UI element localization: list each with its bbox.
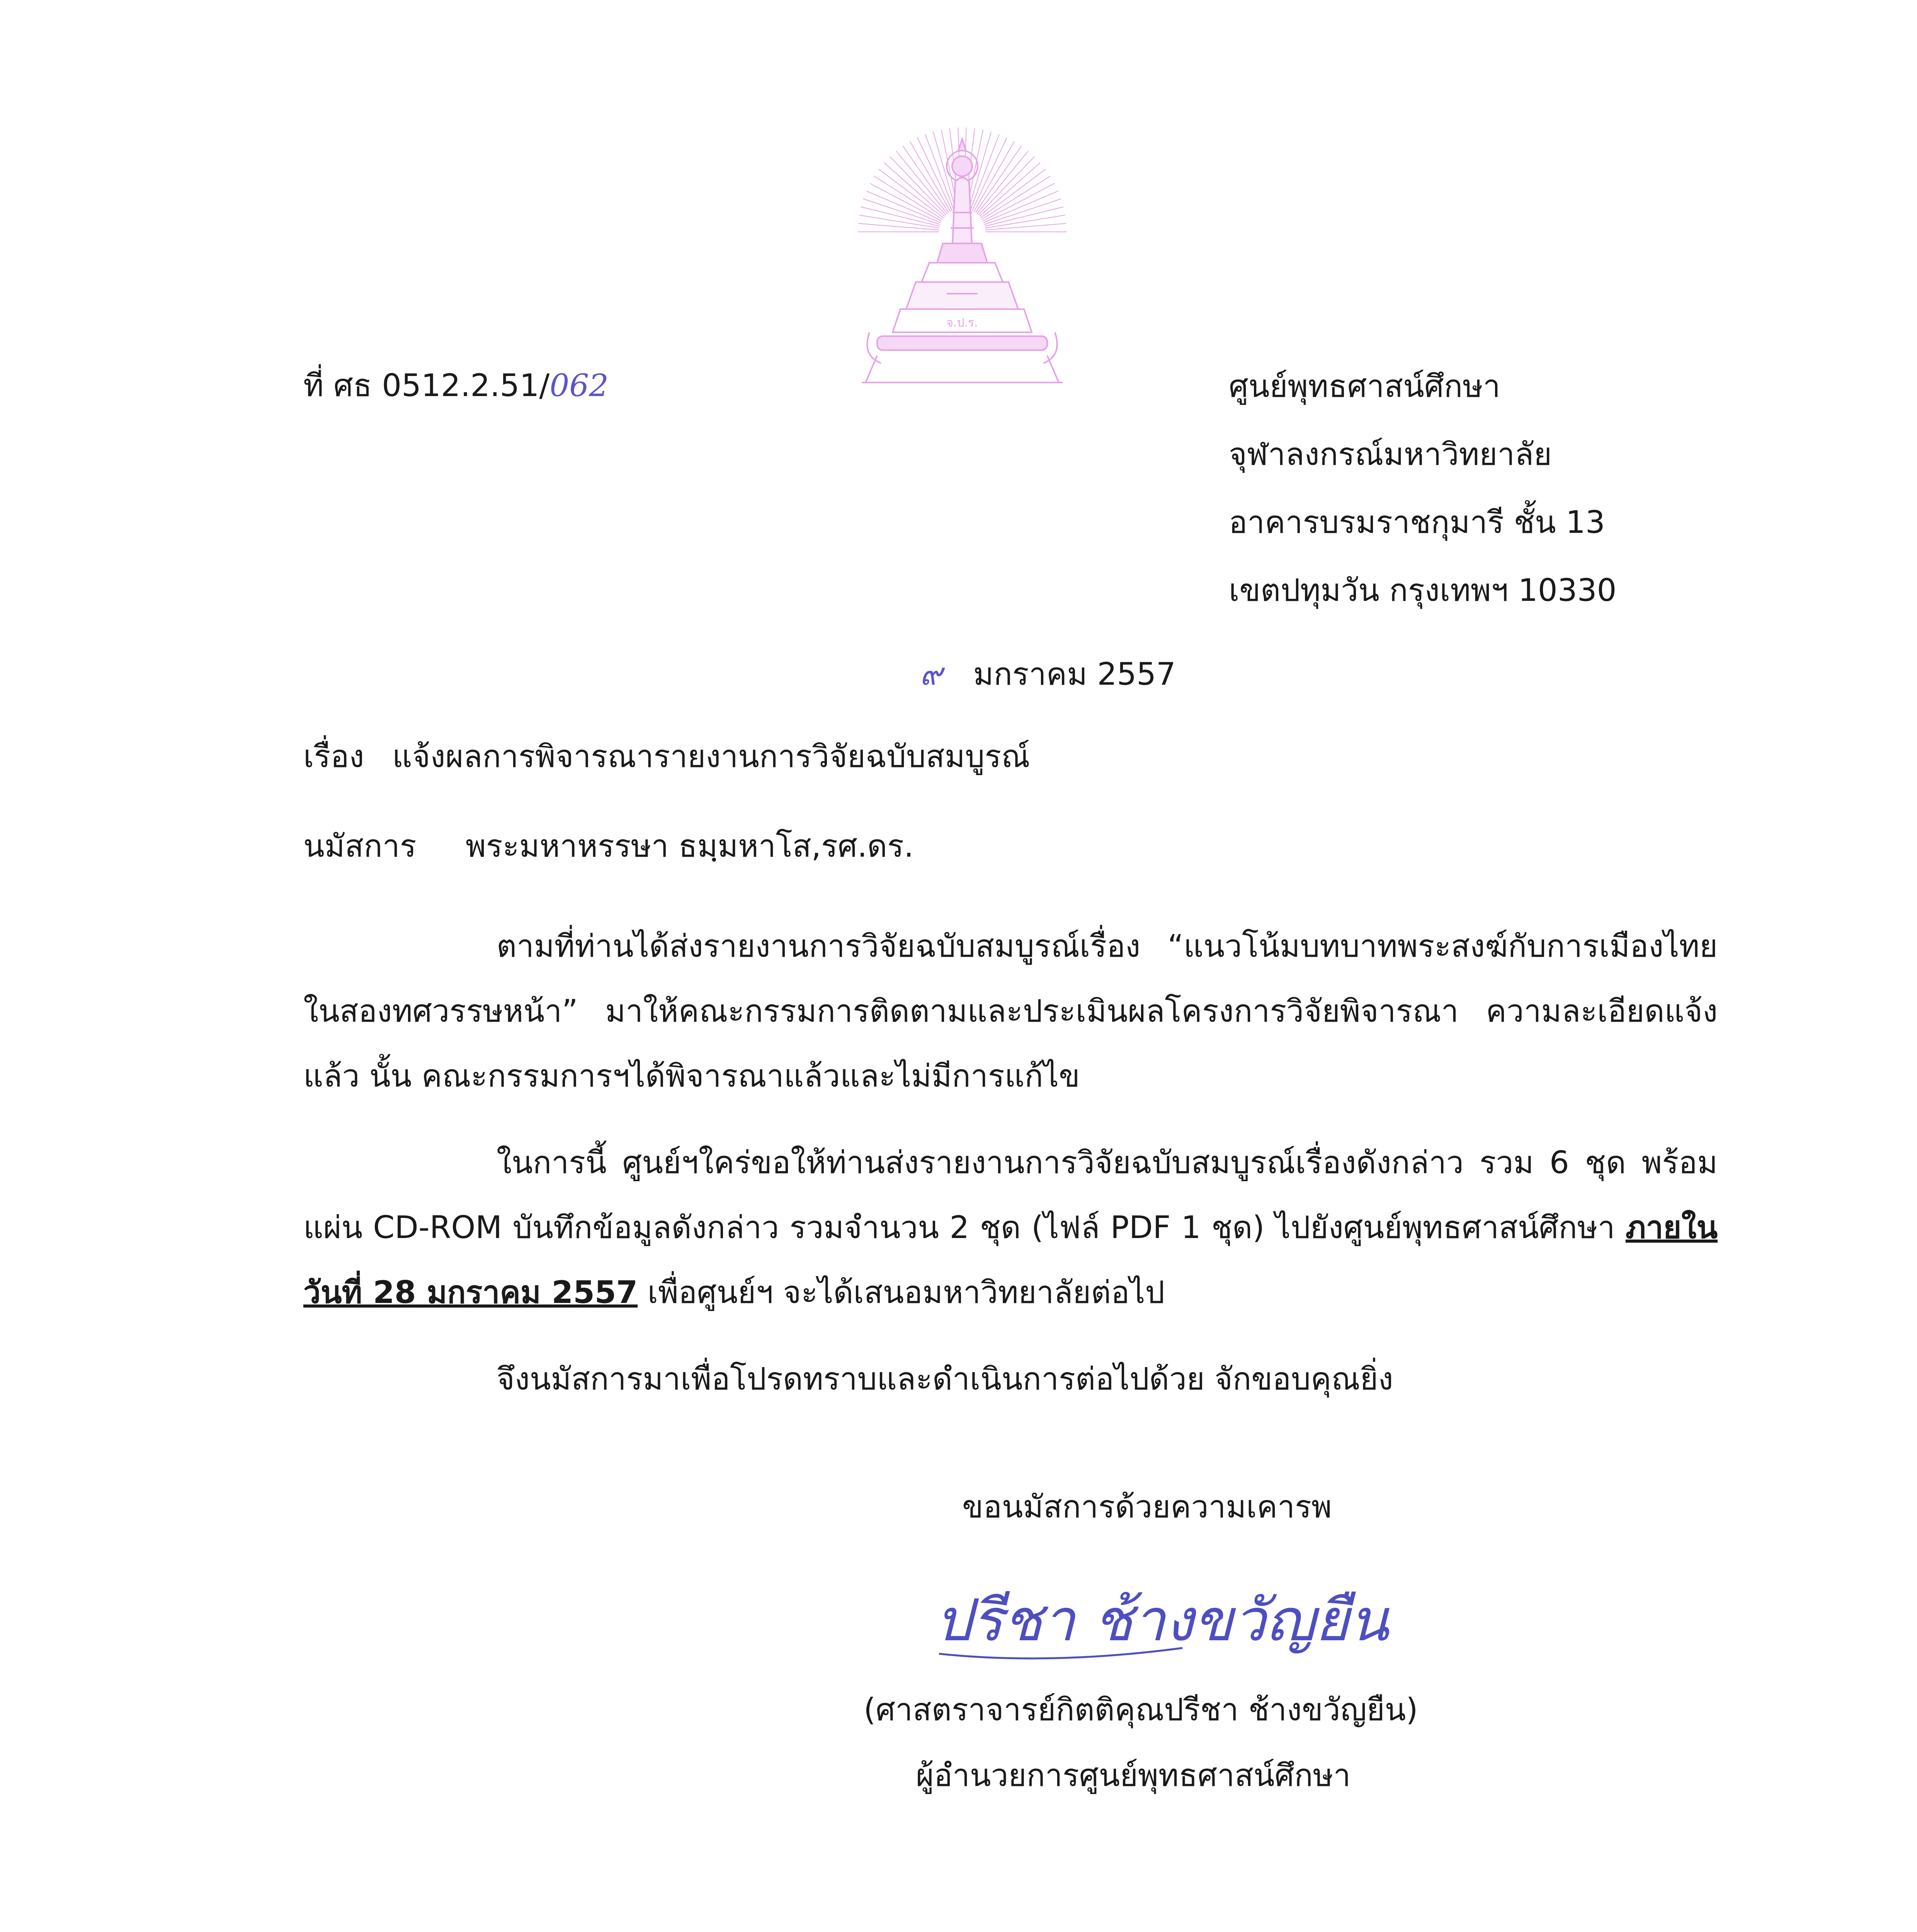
address-line-1: ศูนย์พุทธศาสน์ศึกษา: [1229, 368, 1500, 404]
reference-number-printed: ที่ ศธ 0512.2.51/: [303, 367, 550, 403]
reference-number-handwritten: 062: [549, 367, 609, 403]
salutation-label: นมัสการ: [303, 828, 417, 864]
sender-address: [1229, 368, 1617, 608]
seal-ray: [884, 163, 945, 216]
deadline-text: ภายในวันที่ 28 มกราคม 2557: [303, 1209, 1718, 1310]
salutation-text: พระมหาหรรษา ธมฺมหาโส,รศ.ดร.: [466, 828, 914, 864]
address-line-2: จุฬาลงกรณ์มหาวิทยาลัย: [1229, 436, 1552, 472]
subject-text: แจ้งผลการพิจารณารายงานการวิจัยฉบับสมบูรณ์: [392, 738, 1030, 774]
seal-ray: [896, 151, 947, 214]
date-day-handwritten: ๙: [920, 656, 942, 692]
seal-ray: [980, 163, 1040, 216]
letter-date: [920, 656, 1176, 692]
address-line-4: เขตปทุมวัน กรุงเทพฯ 10330: [1229, 572, 1617, 608]
signature-image: [935, 1561, 1407, 1673]
address-line-3: อาคารบรมราชกุมารี ชั้น 13: [1229, 504, 1605, 540]
paragraph-2-text: ในการนี้ ศูนย์ฯใคร่ขอให้ท่านส่งรายงานการวิจัยฉบับสมบูรณ์เรื่องดังกล่าว รวม 6 ชุด พร้อมแผ่น CD-ROM บันทึกข้อมูลดังกล่าว รวมจำนวน 2 ชุด (ไฟล์ PDF 1 ชุด) ไปยังศูนย์พุทธศาสน์ศึกษา: [303, 1145, 1718, 1245]
body-paragraph-2: [303, 1130, 1718, 1325]
seal-ray: [985, 223, 1066, 230]
seal-ray: [984, 199, 1061, 224]
seal-ray: [910, 141, 951, 212]
subject-label: เรื่อง: [303, 738, 364, 774]
date-month-year: มกราคม 2557: [973, 656, 1176, 692]
seal-ray: [977, 151, 1028, 214]
paragraph-2-end: เพื่อศูนย์ฯ จะได้เสนอมหาวิทยาลัยต่อไป: [647, 1274, 1165, 1310]
university-seal-icon: [854, 116, 1070, 394]
paragraph-3-text: จึงนมัสการมาเพื่อโปรดทราบและดำเนินการต่อไปด้วย จักขอบคุณยิ่ง: [497, 1361, 1393, 1397]
seal-ray: [858, 223, 939, 230]
seal-ray: [978, 156, 1034, 215]
body-paragraph-1: [303, 914, 1718, 1109]
seal-ray: [863, 199, 940, 224]
closing-text: ขอนมัสการด้วยความเคารพ: [962, 1489, 1332, 1525]
signature-text: ปรีชา ช้างขวัญยืน: [935, 1587, 1389, 1654]
seal-ray: [974, 141, 1014, 212]
reference-number: [303, 367, 609, 403]
body-paragraph-3: [303, 1347, 1718, 1412]
salutation-line: [303, 828, 914, 864]
signer-name: (ศาสตราจารย์กิตติคุณปรีชา ช้างขวัญยืน): [864, 1692, 1418, 1728]
subject-line: [303, 738, 1030, 774]
seal-text: จ.ป.ร.: [946, 316, 978, 330]
paragraph-1-text: ตามที่ท่านได้ส่งรายงานการวิจัยฉบับสมบูรณ์เรื่อง “แนวโน้มบทบาทพระสงฆ์กับการเมืองไทยในสองทศวรรษหน้า” มาให้คณะกรรมการติดตามและประเมินผลโครงการวิจัยพิจารณา ความละเอียดแจ้งแล้ว นั้น คณะกรรมการฯได้พิจารณาแล้วและไม่มีการแก้ไข: [303, 928, 1718, 1094]
signer-title: ผู้อำนวยการศูนย์พุทธศาสน์ศึกษา: [916, 1757, 1351, 1793]
seal-ray: [890, 156, 946, 215]
